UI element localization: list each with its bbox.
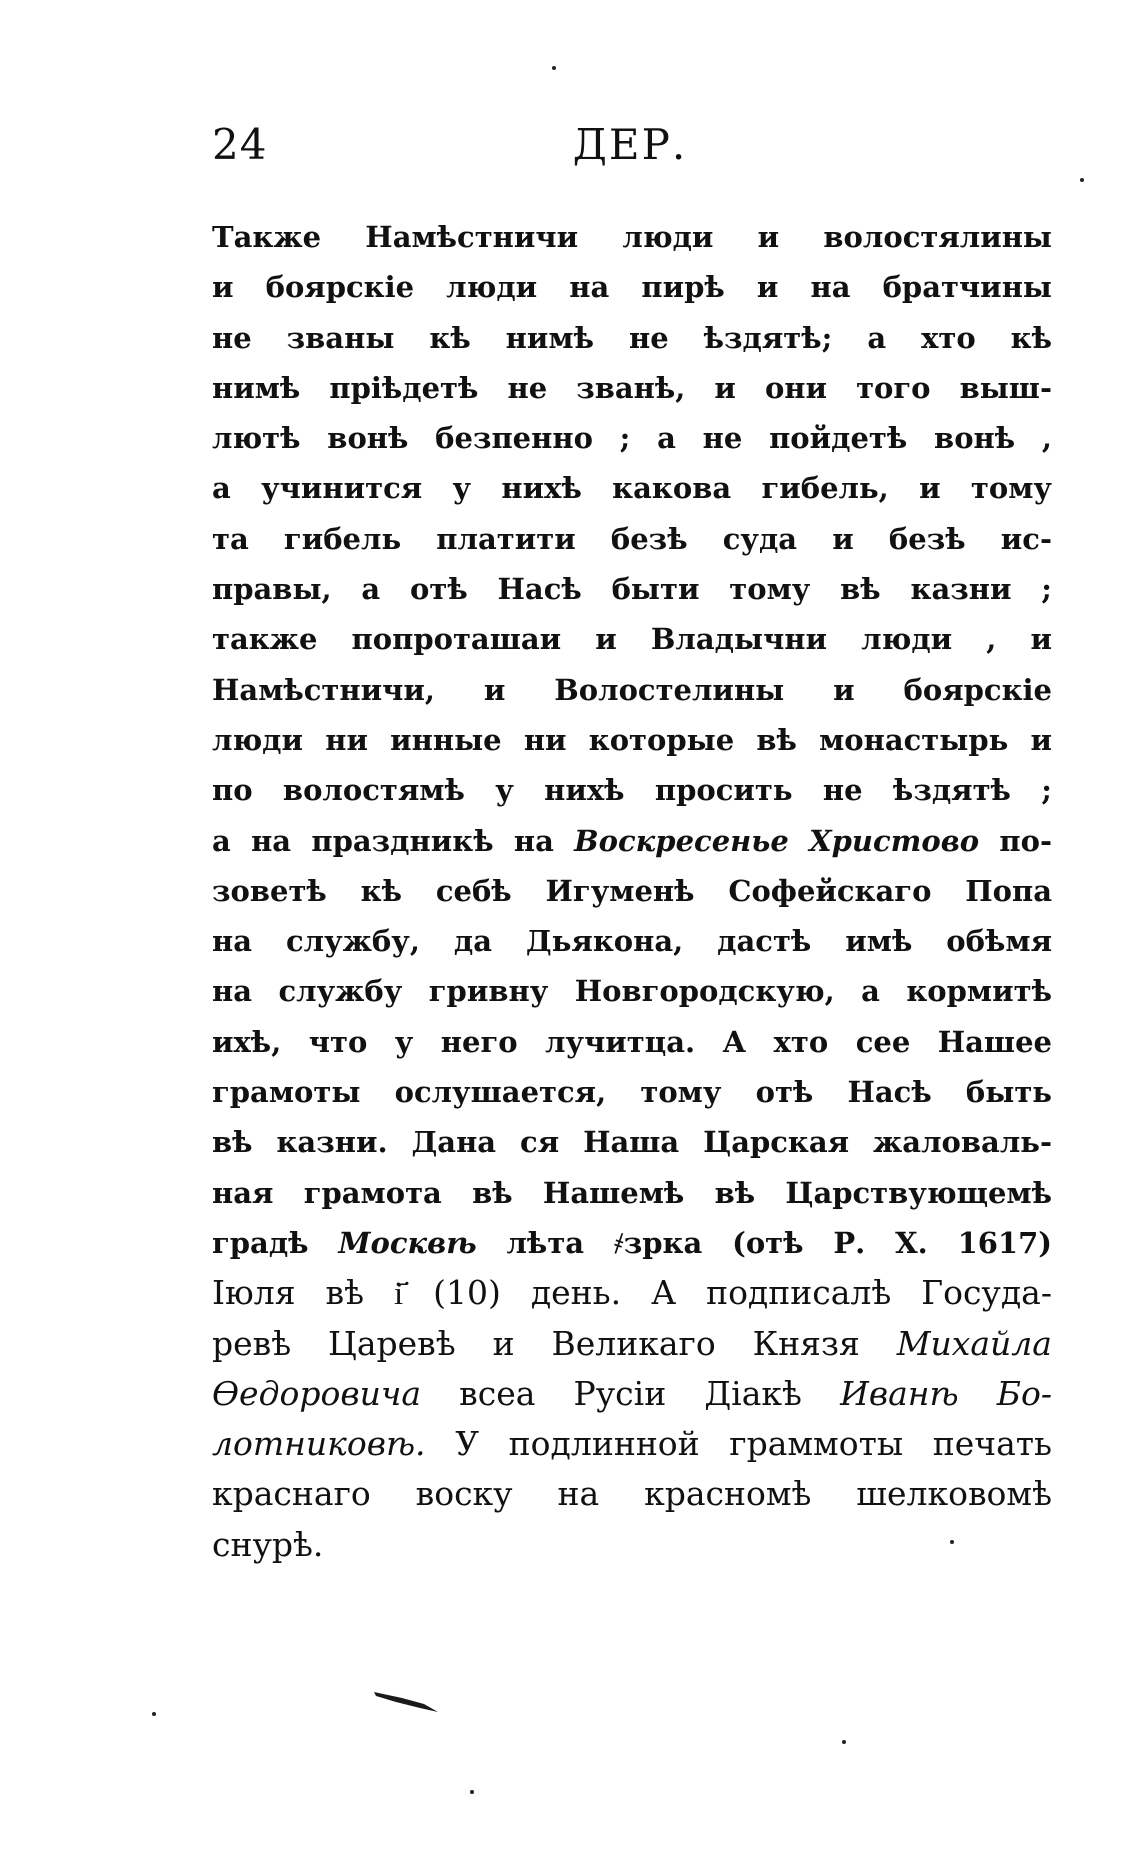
text-line [212,665,1052,715]
ink-smudge [372,1688,442,1714]
text-segment: лѣта ҂зрка (отѣ Р. Х. 1617) [476,1225,1053,1260]
text-line [212,564,1052,614]
scan-speck [1080,178,1084,182]
text-segment: та гибель платити безѣ суда и безѣ ис- [212,521,1052,556]
text-line [212,916,1052,966]
text-line [212,1419,1052,1469]
text-line [212,514,1052,564]
text-line [212,1117,1052,1167]
italic-text: Михайла [896,1323,1052,1363]
running-title: ДЕР. [572,120,688,169]
italic-text: Иванѣ Бо- [840,1373,1052,1413]
text-segment: У подлинной граммоты печать [425,1424,1052,1464]
scan-speck [950,1540,954,1544]
text-segment: Также Намѣстничи люди и волостялины [212,220,1052,254]
text-segment: грамоты ослушается, тому отѣ Насѣ быть [212,1075,1052,1110]
text-line [212,1520,1052,1570]
text-line [212,1369,1052,1419]
text-segment: по волостямѣ у нихѣ просить не ѣздятѣ ; [212,773,1052,808]
text-segment: краснаго воску на красномѣ шелковомѣ [212,1474,1052,1514]
text-line [212,1168,1052,1218]
text-segment: ревѣ Царевѣ и Великаго Князя [212,1323,897,1363]
text-segment: снурѣ. [212,1524,324,1564]
text-line [212,313,1052,363]
text-line [212,1469,1052,1519]
italic-text: Ѳедоровича [212,1373,422,1413]
text-segment: также попроташаи и Владычни люди , и [212,622,1052,657]
text-segment: не званы кѣ нимѣ не ѣздятѣ; а хто кѣ [212,320,1052,355]
text-segment: зоветѣ кѣ себѣ Игуменѣ Софейскаго Попа [212,873,1052,908]
text-line [212,262,1052,312]
text-segment: и боярскіе люди на пирѣ и на братчины [212,270,1052,305]
page-number: 24 [212,120,268,169]
text-line [212,413,1052,463]
text-line [212,966,1052,1016]
text-segment: Іюля вѣ і҃ (10) день. А подписалѣ Госуда- [212,1273,1052,1313]
text-line [212,1067,1052,1117]
text-line [212,1319,1052,1369]
text-segment: правы, а отѣ Насѣ быти тому вѣ казни ; [212,572,1052,607]
scan-speck [842,1740,846,1744]
text-line [212,1218,1052,1268]
text-line [212,866,1052,916]
text-segment: Намѣстничи, и Волостелины и боярскіе [212,672,1052,707]
text-segment: на службу гривну Новгородскую, а кормитѣ [212,974,1052,1009]
text-line [212,765,1052,815]
text-line [212,715,1052,765]
text-segment: а на праздникѣ на [212,823,575,858]
text-segment: вѣ казни. Дана ся Наша Царская жаловаль- [212,1125,1052,1160]
scan-speck [552,66,556,70]
text-line [212,363,1052,413]
text-segment: ихѣ, что у него лучитца. А хто сее Нашее [212,1024,1052,1059]
text-segment: лютѣ вонѣ безпенно ; а не пойдетѣ вонѣ , [212,421,1052,456]
text-line [212,1268,1052,1318]
text-line [212,1017,1052,1067]
text-segment: на службу, да Дьякона, дастѣ имѣ обѣмя [212,924,1052,959]
text-segment: люди ни инные ни которые вѣ монастырь и [212,722,1052,757]
text-segment: а учинится у нихѣ какова гибель, и тому [212,471,1052,506]
italic-text: Москвѣ [338,1225,477,1260]
text-line [212,212,1052,262]
text-segment: всеа Русіи Діакѣ [421,1373,841,1413]
body-text [212,212,1052,1570]
scan-speck [470,1790,474,1794]
italic-text: лотниковѣ. [212,1424,426,1464]
text-line [212,463,1052,513]
text-segment: нимѣ пріѣдетѣ не званѣ, и они того выш- [212,370,1052,405]
text-line [212,816,1052,866]
italic-text: Воскресенье Христово [574,823,980,858]
text-segment: градѣ [212,1225,339,1260]
scan-speck [152,1712,156,1716]
text-segment: по- [979,823,1052,858]
text-segment: ная грамота вѣ Нашемѣ вѣ Царствующемѣ [212,1175,1052,1210]
running-head [212,120,1048,180]
text-line [212,614,1052,664]
